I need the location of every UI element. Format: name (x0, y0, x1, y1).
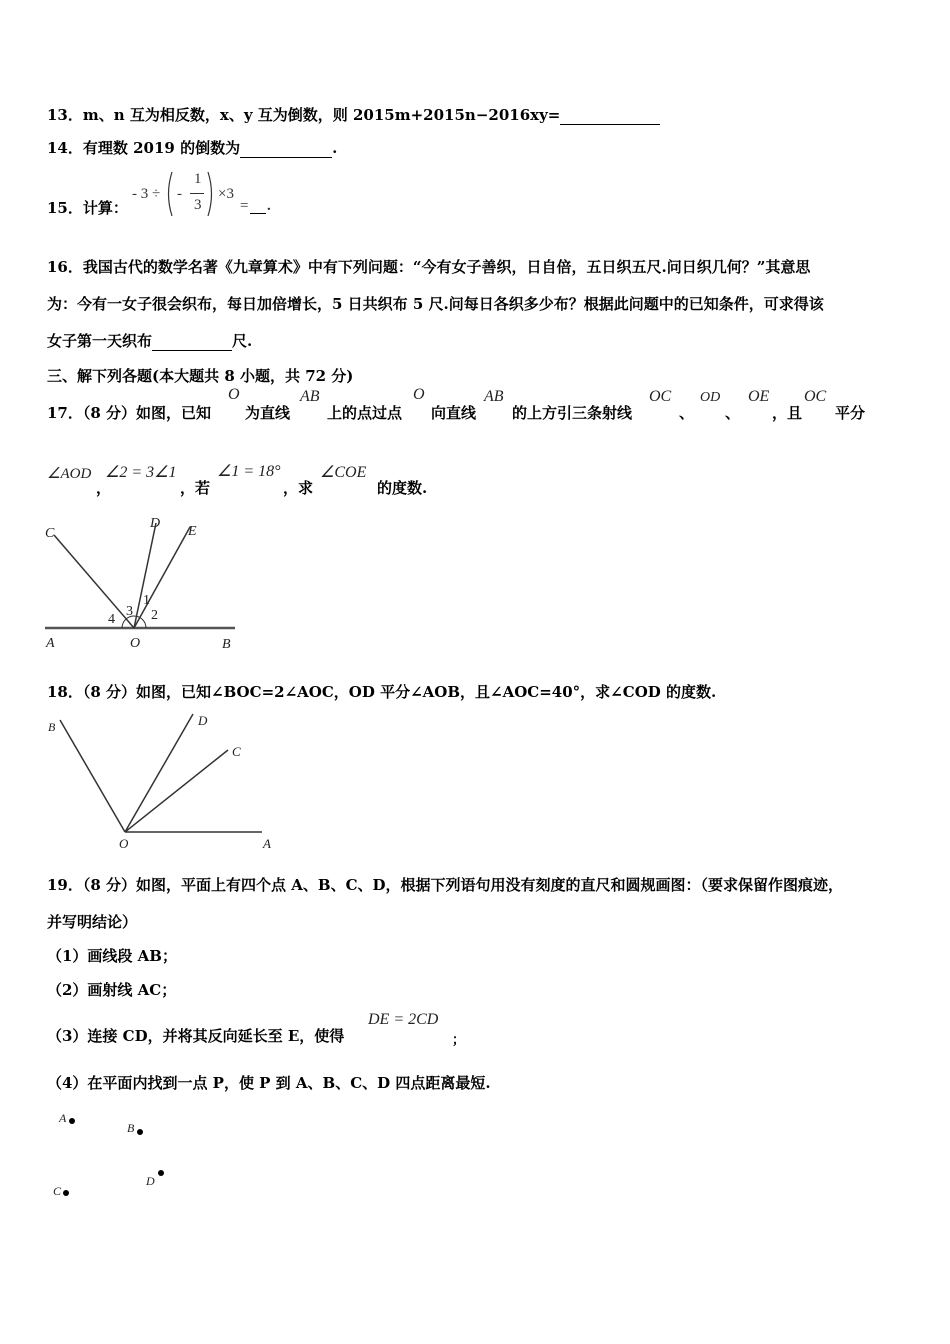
q17-p7: 平分 (835, 404, 866, 422)
q17-m-eq1: ∠2 = 3∠1 (105, 464, 177, 481)
q16-blank (152, 332, 232, 351)
q18-label-a: A (263, 836, 271, 851)
q19-label-a: A (59, 1111, 67, 1125)
q17-ray-oe (134, 527, 190, 628)
q17-p1: 17．（8 分）如图，已知 (47, 404, 212, 422)
q18-figure (40, 708, 280, 853)
q15-blank (250, 198, 266, 214)
q16-line-3a: 女子第一天织布 (47, 332, 153, 350)
q17-m-angle-coe: ∠COE (320, 464, 367, 481)
q19-label-d: D (146, 1174, 155, 1188)
q18-ray-od (125, 714, 193, 832)
q15-expr-b: - (177, 186, 182, 202)
q13-text: 13．m、n 互为相反数，x、y 互为倒数，则 2015m+2015n−2016xy= (47, 106, 561, 124)
q17-c4: 的度数. (377, 479, 428, 497)
q15-expr-a: - 3 ÷ (132, 186, 161, 202)
q19-step-4: （4）在平面内找到一点 P，使 P 到 A、B、C、D 四点距离最短. (47, 1074, 491, 1092)
q16-line-1: 16．我国古代的数学名著《九章算术》中有下列问题：“今有女子善织，日自倍，五日织五尺.问日织几何？”其意思 (47, 258, 811, 276)
q17-label-c: C (45, 526, 55, 541)
q16-line-2: 为：今有一女子很会织布，每日加倍增长，5 日共织布 5 尺.问每日各织多少布？根据此问题中的已知条件，可求得该 (47, 295, 824, 313)
q17-p4: 向直线 (431, 404, 477, 422)
q13-blank (560, 106, 660, 125)
q19-step-3a: （3）连接 CD，并将其反向延长至 E，使得 (47, 1027, 345, 1045)
q17-m-o2: O (413, 386, 425, 403)
q18-label-b: B (48, 720, 56, 734)
q18-label-d: D (198, 713, 208, 728)
q17-p5: 的上方引三条射线 (512, 404, 633, 422)
q18-ray-ob (60, 720, 125, 832)
q15-equals: = (240, 198, 249, 214)
q17-m-od: OD (700, 390, 721, 405)
q19-step-2: （2）画射线 AC； (47, 981, 177, 999)
q19-step-3b: ； (452, 1033, 466, 1048)
q17-p3: 上的点过点 (327, 404, 403, 422)
q17-m-oc2: OC (804, 388, 827, 405)
q17-m-ab2: AB (484, 388, 504, 405)
q15-denominator: 3 (194, 197, 202, 213)
q17-m-eq2: ∠1 = 18° (217, 463, 281, 480)
q18-label-o: O (119, 836, 129, 851)
q18-ray-oc (125, 750, 228, 832)
q17-label-4: 4 (108, 612, 115, 627)
q15-paren-left (164, 170, 174, 218)
q14-blank (240, 139, 332, 158)
q17-sep1: 、 (679, 404, 695, 422)
q17-m-o1: O (228, 386, 240, 403)
q15-expr-c: ×3 (218, 186, 234, 202)
section-3-heading: 三、解下列各题(本大题共 8 小题，共 72 分) (47, 367, 354, 385)
q17-label-3: 3 (126, 604, 133, 619)
q17-c1: ， (96, 479, 112, 497)
q15-expression (132, 170, 292, 220)
q14-end: . (332, 139, 338, 157)
q17-c3: ，求 (283, 479, 314, 497)
q19-step-3-math: DE = 2CD (368, 1011, 439, 1028)
q15-prefix: 15．计算： (47, 199, 128, 217)
q19-figure (48, 1105, 178, 1205)
q19-step-3 (47, 1025, 344, 1046)
q18-label-c: C (232, 744, 241, 759)
q17-label-1: 1 (143, 593, 150, 608)
q19-point-a (69, 1118, 75, 1124)
q19-point-c (63, 1190, 69, 1196)
q17-m-oc: OC (649, 388, 672, 405)
question-13 (47, 104, 660, 125)
q17-label-o: O (130, 636, 141, 651)
q17-m-angle-aod: ∠AOD (47, 466, 92, 482)
q15-fraction-bar (190, 193, 204, 194)
q17-figure (40, 515, 250, 655)
q19-point-b (137, 1129, 143, 1135)
q16-line-3b: 尺. (232, 332, 253, 350)
q16-line-3 (47, 330, 252, 351)
q17-ray-oc (54, 535, 134, 628)
q19-point-d (158, 1170, 164, 1176)
q19-label-b: B (127, 1121, 135, 1135)
q17-label-a: A (46, 636, 55, 651)
q19-label-c: C (53, 1184, 62, 1198)
q15-numerator: 1 (194, 171, 202, 187)
q19-line-1: 19．（8 分）如图，平面上有四个点 A、B、C、D，根据下列语句用没有刻度的直尺和圆规画图：（要求保留作图痕迹， (47, 876, 844, 894)
q17-p6: ，且 (772, 404, 803, 422)
q14-text: 14．有理数 2019 的倒数为 (47, 139, 241, 157)
q17-m-oe: OE (748, 388, 770, 405)
q15-paren-right (206, 170, 216, 218)
q17-label-2: 2 (151, 608, 158, 623)
q17-label-e: E (188, 524, 197, 539)
q18-text: 18．（8 分）如图，已知∠BOC=2∠AOC，OD 平分∠AOB，且∠AOC=40°，求∠COD 的度数. (47, 683, 717, 701)
q19-line-2: 并写明结论） (47, 913, 138, 931)
q15-end: . (267, 198, 271, 214)
q17-p2: 为直线 (245, 404, 291, 422)
q17-sep2: 、 (725, 404, 741, 422)
q17-label-b: B (222, 637, 231, 652)
question-15 (47, 197, 128, 218)
question-14 (47, 137, 337, 158)
q17-m-ab1: AB (300, 388, 320, 405)
q17-c2: ，若 (180, 479, 211, 497)
q17-label-d: D (150, 516, 161, 531)
q19-step-1: （1）画线段 AB； (47, 947, 177, 965)
